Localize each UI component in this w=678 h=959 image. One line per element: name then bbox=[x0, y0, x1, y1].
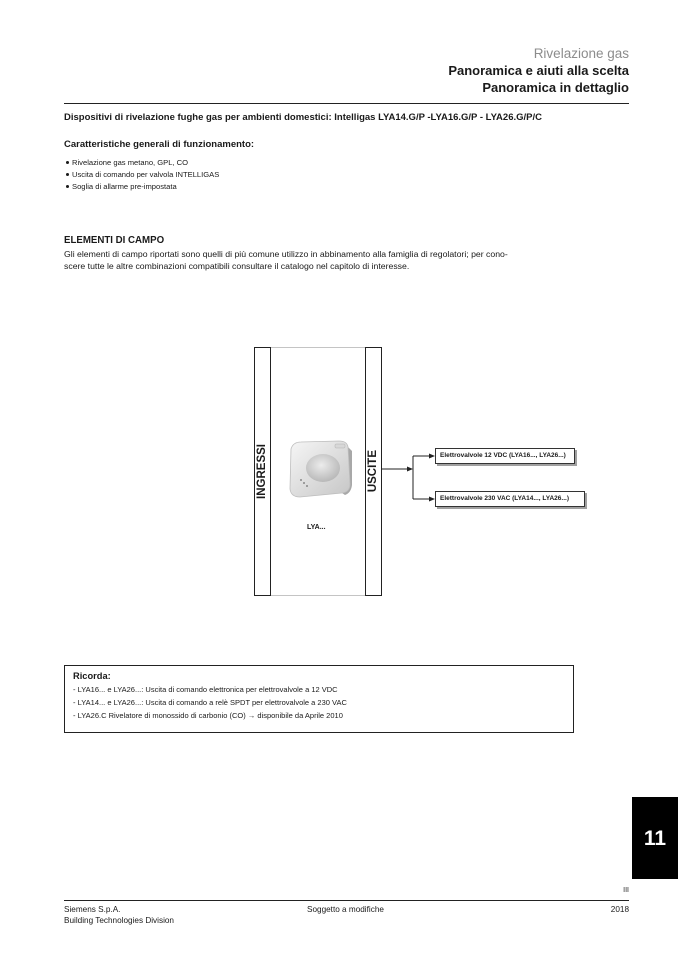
field-elements-paragraph-line: scere tutte le altre combinazioni compatibili consultare il catalogo nel capitolo di interesse. bbox=[64, 260, 410, 271]
chapter-number: 11 bbox=[643, 826, 667, 850]
page-subtitle: Panoramica in dettaglio bbox=[482, 80, 629, 95]
bullet-icon bbox=[66, 185, 69, 188]
device-brand-plate bbox=[335, 444, 345, 448]
footer-division: Building Technologies Division bbox=[64, 915, 174, 925]
footer-divider bbox=[64, 900, 629, 901]
reminder-line: - LYA14... e LYA26...: Uscita di comando a relè SPDT per elettrovalvole a 230 VAC bbox=[73, 698, 347, 707]
device-led bbox=[306, 485, 308, 487]
footer-company: Siemens S.p.A. bbox=[64, 904, 121, 914]
field-elements-diagram bbox=[254, 347, 588, 599]
reminder-heading: Ricorda: bbox=[73, 671, 111, 681]
bullet-icon bbox=[66, 173, 69, 176]
inputs-bar bbox=[254, 347, 271, 596]
device-label: LYA... bbox=[307, 524, 326, 531]
gas-detector-device-icon bbox=[286, 438, 354, 500]
device-led bbox=[300, 479, 302, 481]
footer-disclaimer: Soggetto a modifiche bbox=[307, 904, 384, 914]
field-elements-paragraph-line: Gli elementi di campo riportati sono quelli di più comune utilizzo in abbinamento alla famiglia di regolatori; per cono- bbox=[64, 248, 508, 259]
inputs-label: INGRESSI bbox=[255, 444, 268, 499]
feature-text: Rivelazione gas metano, GPL, CO bbox=[72, 158, 189, 167]
output-box-12vdc: Elettrovalvole 12 VDC (LYA16..., LYA26...) bbox=[435, 448, 575, 464]
bullet-icon bbox=[66, 161, 69, 164]
product-title: Dispositivi di rivelazione fughe gas per ambienti domestici: Intelligas LYA14.G/P -LYA16.G/P - LYA26.G/P/C bbox=[64, 112, 542, 123]
chapter-tab bbox=[632, 797, 678, 879]
feature-text: Uscita di comando per valvola INTELLIGAS bbox=[72, 170, 220, 179]
output-box-230vac: Elettrovalvole 230 VAC (LYA14..., LYA26...) bbox=[435, 491, 585, 507]
footer-year: 2018 bbox=[610, 904, 629, 914]
device-sensor-dome bbox=[306, 454, 340, 482]
reminder-line: - LYA26.C Rivelatore di monossido di carbonio (CO) → disponibile da Aprile 2010 bbox=[73, 711, 343, 720]
outputs-label: USCITE bbox=[366, 450, 379, 493]
feature-text: Soglia di allarme pre-impostata bbox=[72, 182, 177, 191]
outputs-arrowhead bbox=[407, 467, 413, 472]
reminder-box bbox=[64, 665, 574, 733]
output-connector-arrows bbox=[380, 446, 440, 506]
section-label: Rivelazione gas bbox=[533, 46, 629, 61]
page-title: Panoramica e aiuti alla scelta bbox=[448, 63, 629, 78]
features-heading: Caratteristiche generali di funzionamento: bbox=[64, 139, 255, 150]
page-number: III bbox=[623, 887, 629, 894]
field-elements-heading: ELEMENTI DI CAMPO bbox=[64, 235, 165, 246]
header-divider bbox=[64, 103, 629, 104]
reminder-line: - LYA16... e LYA26...: Uscita di comando elettronica per elettrovalvole a 12 VDC bbox=[73, 685, 338, 694]
device-led bbox=[303, 482, 305, 484]
